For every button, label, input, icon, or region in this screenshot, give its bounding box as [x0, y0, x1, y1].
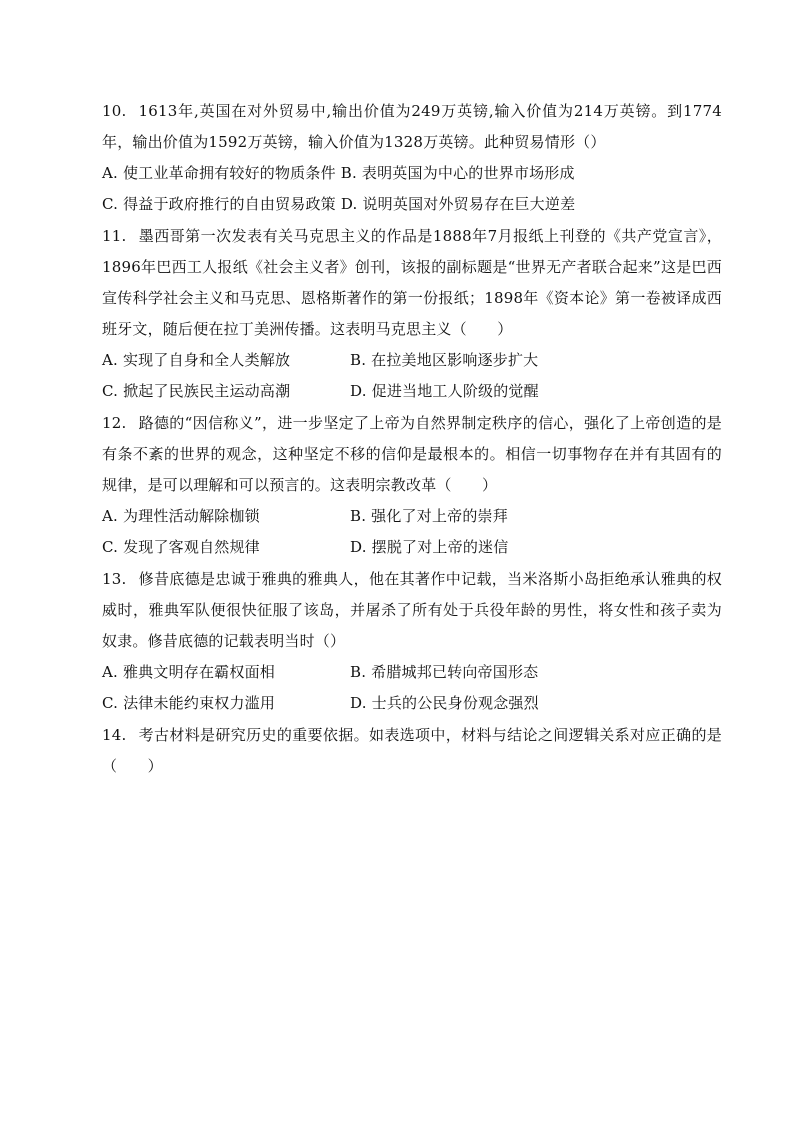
- question-text: 考古材料是研究历史的重要依据。如表选项中，材料与结论之间逻辑关系对应正确的是（ ）: [102, 726, 722, 775]
- question-number: 13.: [102, 570, 127, 588]
- question-text: 路德的“因信称义”，进一步坚定了上帝为自然界制定秩序的信心，强化了上帝创造的是有条不紊的世界的观念，这种坚定不移的信仰是最根本的。相信一切事物存在并有其固有的规律，是可以理解和可以预言的。这表明宗教改革（ ）: [102, 414, 722, 494]
- question-number: 11.: [102, 227, 127, 245]
- option-b: B. 在拉美地区影响逐步扩大: [350, 351, 539, 369]
- question-10: [102, 96, 722, 220]
- question-13: [102, 564, 722, 719]
- option-b: B. 希腊城邦已转向帝国形态: [350, 663, 539, 681]
- question-text: 修昔底德是忠诚于雅典的雅典人，他在其著作中记载，当米洛斯小岛拒绝承认雅典的权威时，雅典军队便很快征服了该岛，并屠杀了所有处于兵役年龄的男性，将女性和孩子卖为奴隶。修昔底德的记载表明当时（）: [102, 570, 722, 650]
- question-stem: [102, 720, 722, 782]
- option-d: D. 士兵的公民身份观念强烈: [350, 694, 539, 712]
- question-stem: [102, 564, 722, 657]
- question-text: 1613年,英国在对外贸易中,输出价值为249万英镑,输入价值为214万英镑。到1774年，输出价值为1592万英镑，输入价值为1328万英镑。此种贸易情形（）: [102, 102, 722, 151]
- question-11: [102, 221, 722, 407]
- question-text: 墨西哥第一次发表有关马克思主义的作品是1888年7月报纸上刊登的《共产党宣言》，1896年巴西工人报纸《社会主义者》创刊，该报的副标题是“世界无产者联合起来”这是巴西宣传科学社会主义和马克思、恩格斯著作的第一份报纸；1898年《资本论》第一卷被译成西班牙文，随后便在拉丁美洲传播。这表明马克思主义（ ）: [102, 227, 722, 338]
- option-b: B. 强化了对上帝的崇拜: [350, 507, 508, 525]
- option-d: D. 摆脱了对上帝的迷信: [350, 538, 509, 556]
- option-a: A. 为理性活动解除枷锁: [102, 507, 260, 525]
- question-number: 14.: [102, 726, 127, 744]
- question-stem: [102, 221, 722, 345]
- option-d: D. 促进当地工人阶级的觉醒: [350, 382, 539, 400]
- question-stem: [102, 96, 722, 158]
- question-number: 10.: [102, 102, 127, 120]
- question-12: [102, 408, 722, 563]
- option-c: C. 法律未能约束权力滥用: [102, 694, 276, 712]
- question-stem: [102, 408, 722, 501]
- question-number: 12.: [102, 414, 127, 432]
- options-grid: [102, 657, 722, 719]
- options-grid: [102, 501, 722, 563]
- question-14: [102, 720, 722, 782]
- option-a: A. 雅典文明存在霸权面相: [102, 663, 275, 681]
- option-a: A. 实现了自身和全人类解放: [102, 351, 291, 369]
- option-c: C. 发现了客观自然规律: [102, 538, 260, 556]
- options-grid: [102, 345, 722, 407]
- option-line: A. 使工业革命拥有较好的物质条件 B. 表明英国为中心的世界市场形成: [102, 164, 575, 182]
- option-c: C. 掀起了民族民主运动高潮: [102, 382, 291, 400]
- option-line: C. 得益于政府推行的自由贸易政策 D. 说明英国对外贸易存在巨大逆差: [102, 195, 576, 213]
